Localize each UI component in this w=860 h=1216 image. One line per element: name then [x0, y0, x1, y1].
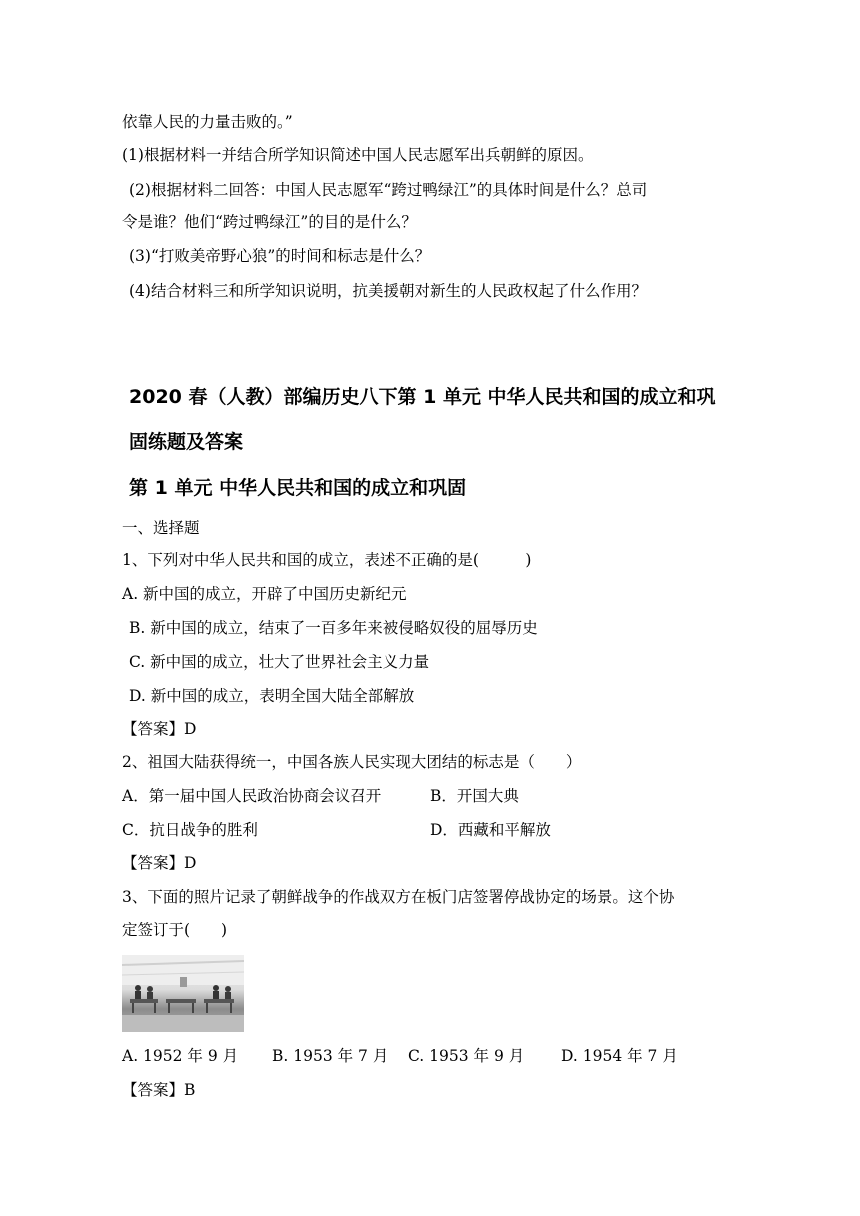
item-2-stem: 2、祖国大陆获得统一，中国各族人民实现大团结的标志是（ ） — [122, 753, 582, 771]
item-2-answer: 【答案】D — [122, 854, 197, 872]
document-title-line-2: 固练题及答案 — [129, 431, 244, 453]
armistice-signing-photo — [122, 955, 244, 1032]
item-2-option-b: B．开国大典 — [430, 787, 519, 805]
item-3-answer: 【答案】B — [122, 1081, 196, 1099]
item-3-option-c: C. 1953 年 9 月 — [408, 1047, 525, 1065]
item-2-option-c: C．抗日战争的胜利 — [122, 821, 258, 839]
item-3-stem-line-1: 3、下面的照片记录了朝鲜战争的作战双方在板门店签署停战协定的场景。这个协 — [122, 888, 675, 906]
document-title-line-1: 2020 春（人教）部编历史八下第 1 单元 中华人民共和国的成立和巩 — [129, 386, 716, 408]
item-1-option-a: A. 新中国的成立，开辟了中国历史新纪元 — [122, 585, 407, 603]
section-label: 一、选择题 — [122, 519, 200, 537]
item-2-option-d: D．西藏和平解放 — [430, 821, 551, 839]
question-3: (3)“打败美帝野心狼”的时间和标志是什么？ — [129, 247, 431, 265]
material-tail-text: 依靠人民的力量击败的。” — [122, 113, 293, 131]
item-1-option-b: B. 新中国的成立，结束了一百多年来被侵略奴役的屈辱历史 — [129, 619, 538, 637]
item-1-answer: 【答案】D — [122, 720, 197, 738]
item-2-option-a: A．第一届中国人民政治协商会议召开 — [122, 787, 382, 805]
item-1-option-c: C. 新中国的成立，壮大了世界社会主义力量 — [129, 653, 430, 671]
item-1-option-d: D. 新中国的成立，表明全国大陆全部解放 — [129, 687, 415, 705]
question-1: (1)根据材料一并结合所学知识简述中国人民志愿军出兵朝鲜的原因。 — [122, 146, 594, 164]
question-4: (4)结合材料三和所学知识说明，抗美援朝对新生的人民政权起了什么作用？ — [129, 282, 647, 300]
item-3-stem-line-2: 定签订于( ) — [122, 921, 228, 939]
question-2-line-1: (2)根据材料二回答：中国人民志愿军“跨过鸭绿江”的具体时间是什么？总司 — [129, 181, 648, 199]
unit-title: 第 1 单元 中华人民共和国的成立和巩固 — [129, 477, 467, 499]
item-3-option-a: A. 1952 年 9 月 — [122, 1047, 239, 1065]
item-3-option-b: B. 1953 年 7 月 — [272, 1047, 389, 1065]
item-3-option-d: D. 1954 年 7 月 — [561, 1047, 678, 1065]
question-2-line-2: 令是谁？他们“跨过鸭绿江”的目的是什么？ — [122, 213, 417, 231]
item-1-stem: 1、下列对中华人民共和国的成立，表述不正确的是( ) — [122, 551, 532, 569]
